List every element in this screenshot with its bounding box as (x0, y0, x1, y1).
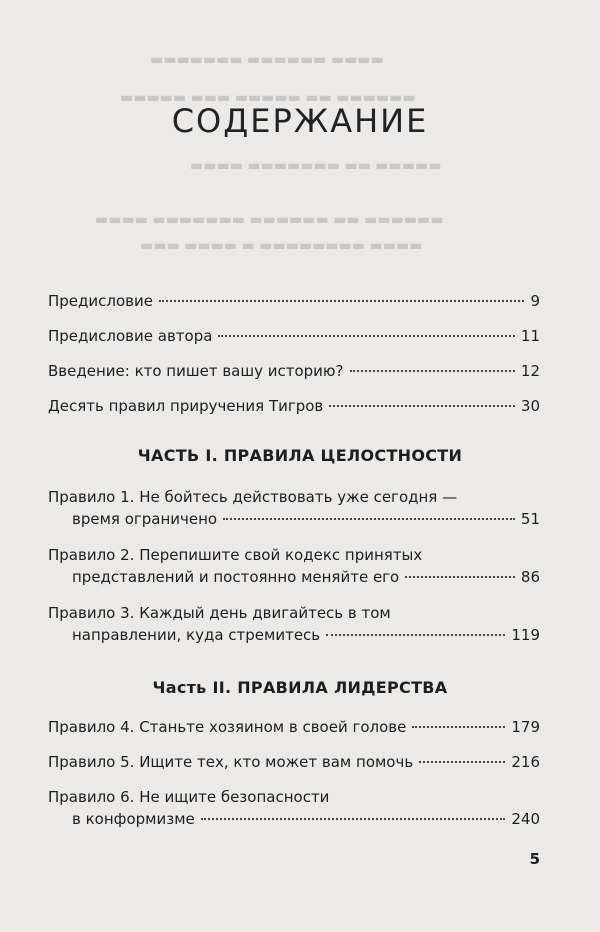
leader-dots (218, 335, 514, 337)
toc-entry-title: Правило 5. Ищите тех, кто может вам помочь (48, 753, 414, 771)
toc-entry-title-cont: в конформизме (72, 810, 195, 828)
leader-dots (405, 576, 515, 578)
toc-entry[interactable] (48, 325, 540, 347)
leader-dots (419, 761, 505, 763)
toc-entry[interactable] (48, 544, 540, 588)
toc-entry-title: Правило 3. Каждый день двигайтесь в том (48, 604, 391, 622)
toc-entry[interactable] (48, 395, 540, 417)
page-number: 5 (529, 850, 540, 868)
toc-page-number: 119 (511, 626, 540, 644)
toc-page-number: 179 (511, 718, 540, 736)
toc-entry-title-cont: представлений и постоянно меняйте его (72, 568, 400, 586)
show-through-text: ▬▬▬▬▬ ▬▬ ▬▬▬▬▬▬▬ ▬▬▬▬ (190, 158, 442, 174)
show-through-text: ▬▬▬▬▬▬ ▬▬ ▬▬▬▬▬ ▬▬▬ ▬▬▬▬▬ (120, 90, 416, 106)
toc-page-number: 30 (520, 397, 540, 415)
toc-page-number: 86 (520, 568, 540, 586)
toc-page-number: 9 (530, 292, 540, 310)
toc-entry-title: Правило 2. Перепишите свой кодекс принятых (48, 546, 423, 564)
toc-entry-title: Правило 4. Станьте хозяином в своей голове (48, 718, 407, 736)
show-through-text: ▬▬▬▬ ▬▬▬▬▬▬ ▬▬▬▬▬▬▬ (150, 52, 384, 68)
toc-entry-title: Предисловие (48, 292, 153, 310)
leader-dots (201, 818, 506, 820)
toc-page-number: 11 (520, 327, 540, 345)
toc-entry[interactable] (48, 486, 540, 530)
leader-dots (329, 405, 515, 407)
page-title: СОДЕРЖАНИЕ (171, 102, 429, 140)
toc-entry-title: Введение: кто пишет вашу историю? (48, 362, 344, 380)
leader-dots (223, 518, 515, 520)
toc-entry[interactable] (48, 786, 540, 830)
toc-entry[interactable] (48, 751, 540, 773)
toc-page-number: 240 (511, 810, 540, 828)
toc-entry-title: Предисловие автора (48, 327, 213, 345)
part-heading: ЧАСТЬ I. ПРАВИЛА ЦЕЛОСТНОСТИ (137, 446, 463, 465)
toc-entry[interactable] (48, 290, 540, 312)
toc-page-number: 12 (520, 362, 540, 380)
show-through-text: ▬▬▬▬ ▬▬▬▬▬▬▬▬ ▬ ▬▬▬▬ ▬▬▬ (140, 238, 423, 254)
toc-entry-title: Правило 6. Не ищите безопасности (48, 788, 330, 806)
toc-entry[interactable] (48, 360, 540, 382)
show-through-text: ▬▬▬▬▬▬ ▬▬ ▬▬▬▬▬▬ ▬▬▬▬▬▬▬ ▬▬▬▬ (95, 212, 444, 228)
part-heading: Часть II. ПРАВИЛА ЛИДЕРСТВА (152, 678, 448, 697)
leader-dots (326, 634, 505, 636)
toc-page-number: 51 (520, 510, 540, 528)
leader-dots (412, 726, 505, 728)
toc-entry-title-cont: направлении, куда стремитесь (72, 626, 321, 644)
toc-entry-title: Десять правил приручения Тигров (48, 397, 324, 415)
toc-entry[interactable] (48, 602, 540, 646)
toc-entry-title: Правило 1. Не бойтесь действовать уже сегодня — (48, 488, 458, 506)
toc-entry-title-cont: время ограничено (72, 510, 218, 528)
toc-page-number: 216 (511, 753, 540, 771)
leader-dots (350, 370, 515, 372)
leader-dots (159, 300, 524, 302)
toc-entry[interactable] (48, 716, 540, 738)
